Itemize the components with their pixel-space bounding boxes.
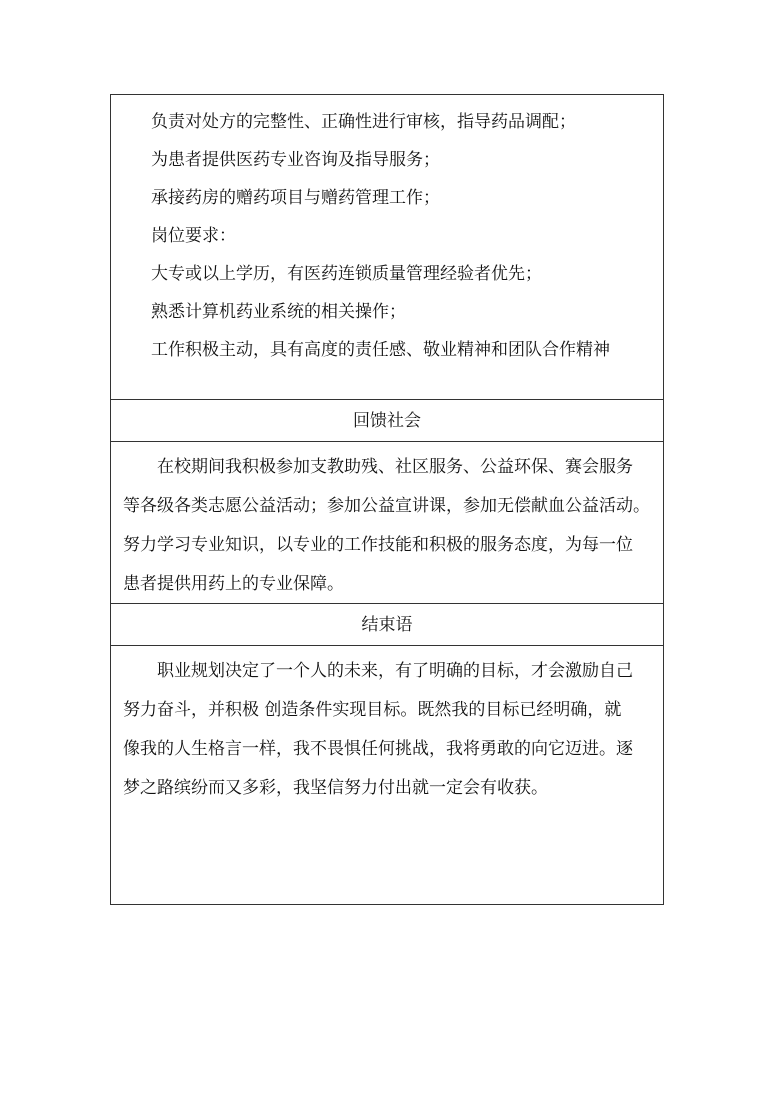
closing-line: 梦之路缤纷而又多彩，我坚信努力付出就一定会有收获。 bbox=[123, 778, 548, 798]
feedback-cell bbox=[111, 442, 663, 604]
closing-line: 职业规划决定了一个人的未来，有了明确的目标，才会激励自己 bbox=[157, 661, 633, 681]
duty-line: 负责对处方的完整性、正确性进行审核，指导药品调配； bbox=[151, 112, 576, 132]
feedback-heading: 回馈社会 bbox=[111, 400, 663, 442]
closing-line: 像我的人生格言一样，我不畏惧任何挑战，我将勇敢的向它迈进。逐 bbox=[123, 739, 633, 759]
feedback-line: 努力学习专业知识，以专业的工作技能和积极的服务态度，为每一位 bbox=[123, 535, 633, 555]
feedback-line: 等各级各类志愿公益活动；参加公益宣讲课，参加无偿献血公益活动。 bbox=[123, 496, 650, 516]
closing-cell bbox=[111, 646, 663, 904]
requirement-line: 熟悉计算机药业系统的相关操作； bbox=[151, 302, 406, 322]
closing-line: 努力奋斗，并积极 创造条件实现目标。既然我的目标已经明确，就 bbox=[123, 700, 622, 720]
duties-cell bbox=[111, 95, 663, 400]
feedback-line: 患者提供用药上的专业保障。 bbox=[123, 574, 344, 594]
requirement-line: 大专或以上学历，有医药连锁质量管理经验者优先； bbox=[151, 264, 542, 284]
feedback-line: 在校期间我积极参加支教助残、社区服务、公益环保、赛会服务 bbox=[157, 457, 633, 477]
form-table bbox=[110, 94, 664, 905]
requirement-line: 工作积极主动，具有高度的责任感、敬业精神和团队合作精神 bbox=[151, 340, 610, 360]
duty-line: 承接药房的赠药项目与赠药管理工作； bbox=[151, 188, 440, 208]
closing-heading: 结束语 bbox=[111, 604, 663, 646]
requirements-heading: 岗位要求： bbox=[151, 226, 236, 246]
duty-line: 为患者提供医药专业咨询及指导服务； bbox=[151, 150, 440, 170]
